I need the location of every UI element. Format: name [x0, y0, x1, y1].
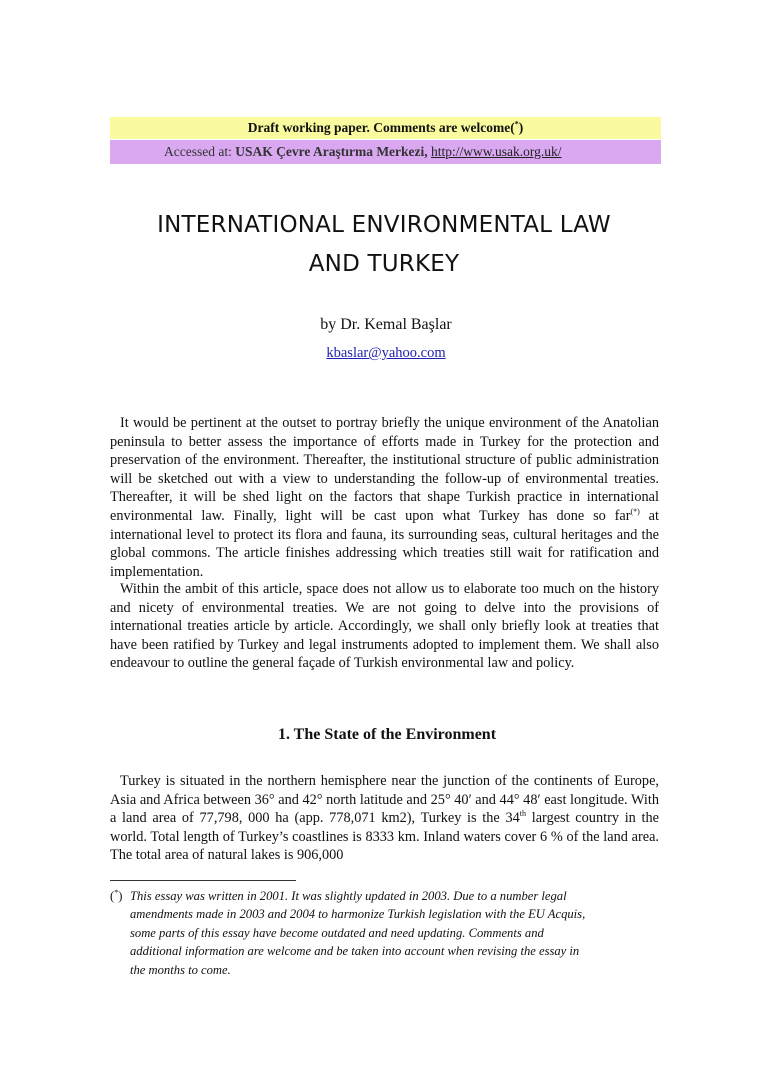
draft-footnote-mark[interactable]: *	[514, 119, 519, 129]
author-byline-text: by Dr. Kemal Başlar	[320, 316, 452, 333]
scope-paragraph: Within the ambit of this article, space does not allow us to elaborate too much on the history and nicety of environmental treaties. We are not going to delve into the provisions of international treaties article by article. Accordingly, we shall only briefly look at treaties that have been ratified by Turkey and legal instruments adopted to implement them. We shall also endeavour to outline the general façade of Turkish environmental law and policy.	[110, 581, 659, 672]
intro-footnote-mark[interactable]: (*)	[630, 507, 640, 517]
author-byline	[0, 316, 768, 334]
footnote-marker	[110, 887, 122, 905]
source-url-link[interactable]: http://www.usak.org.uk/	[431, 144, 562, 159]
author-email-text[interactable]: kbaslar@yahoo.com	[326, 345, 446, 361]
footnote-marker-open: (	[110, 889, 115, 903]
draft-banner-text: Draft working paper. Comments are welcome(	[247, 120, 515, 135]
intro-text-b: at international level to protect its flora and fauna, its surrounding seas, cultural heritages and the global commons. The article finishes addressing which treaties still wait for ratification and implementation.	[110, 507, 659, 580]
accessed-label: Accessed at:	[164, 144, 236, 159]
author-email-link[interactable]	[0, 345, 768, 362]
environment-text-b: largest country in the world. Total length of Turkey’s coastlines is 8333 km. Inland waters cover 6 % of the land area. The total area of natural lakes is 906,000	[110, 810, 659, 864]
footnote-line: This essay was written in 2001. It was slightly updated in 2003. Due to a number legal	[130, 889, 567, 903]
footnote-line: the months to come.	[130, 962, 231, 977]
draft-banner	[110, 117, 661, 139]
footnote	[110, 887, 658, 979]
organization-name: USAK Çevre Araştırma Merkezi,	[235, 144, 428, 159]
section-heading	[0, 726, 768, 744]
footnote-text	[110, 887, 658, 979]
footnote-line: amendments made in 2003 and 2004 to harmonize Turkish legislation with the EU Acquis,	[130, 907, 586, 922]
footnote-line: some parts of this essay have become outdated and need updating. Comments and	[130, 925, 544, 940]
footnote-marker-star: *	[114, 887, 119, 897]
environment-text-a: Turkey is situated in the northern hemisphere near the junction of the continents of Europe, Asia and Africa between 36° and 42° north latitude and 25° 40′ and 44° 48′ east longitude. With a land area of 77,798, 000 ha (app. 778,071 km2), Turkey is the 34	[110, 773, 659, 827]
draft-banner-close: )	[518, 120, 524, 135]
footnote-line: additional information are welcome and be taken into account when revising the essay in	[130, 944, 580, 959]
document-title-line-1: INTERNATIONAL ENVIRONMENTAL LAW	[157, 212, 611, 238]
section-heading-text: 1. The State of the Environment	[277, 726, 497, 743]
ordinal-suffix: th	[519, 809, 527, 819]
document-title-line-2: AND TURKEY	[308, 251, 460, 277]
footnote-divider	[110, 880, 296, 881]
intro-text-a: It would be pertinent at the outset to portray briefly the unique environment of the Anatolian peninsula to better assess the importance of efforts made in Turkey for the protection and preservation of the environment. Thereafter, the institutional structure of public administration will be sketched out with a view to understanding the follow-up of environmental treaties. Thereafter, it will be shed light on the factors that shape Turkish practice in international environmental law. Finally, light will be cast upon what Turkey has done so far	[110, 415, 659, 524]
footnote-marker-close: )	[118, 889, 123, 903]
intro-paragraph	[110, 414, 659, 581]
environment-paragraph	[110, 772, 659, 865]
source-banner	[110, 140, 661, 164]
